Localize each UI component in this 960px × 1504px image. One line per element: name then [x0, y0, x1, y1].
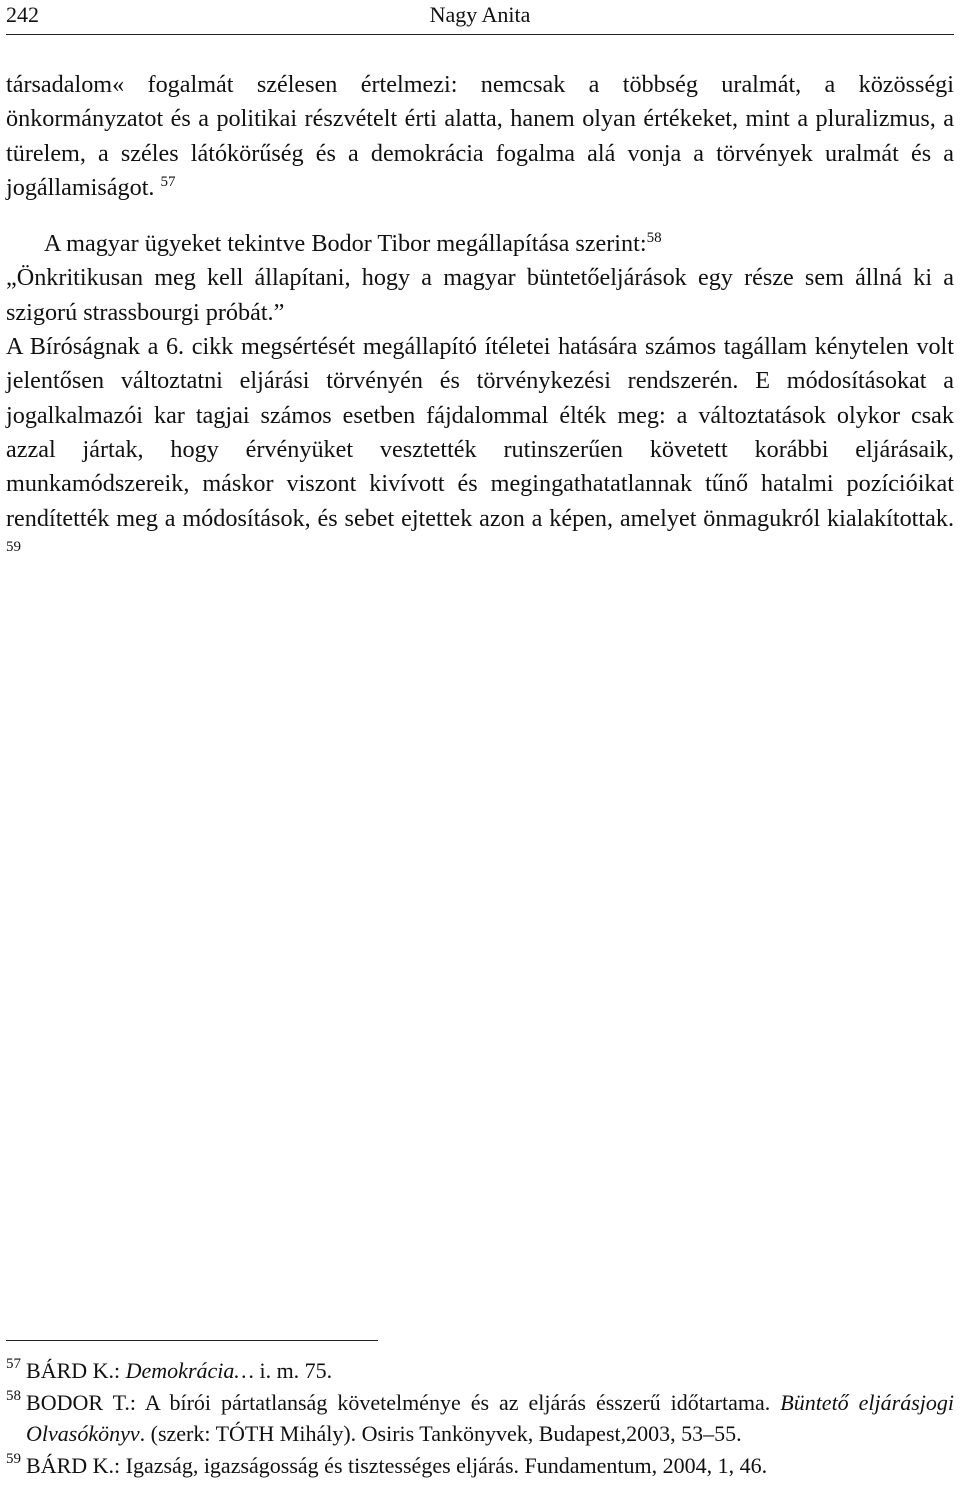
quote-2-text: A Bíróságnak a 6. cikk megsértését megállapító ítéletei hatására számos tagállam kénytelen volt jelentősen változtatni eljárási törvényén és törvénykezési rendszerén. E módosításokat a jogalkalmazói kar tagjai számos esetben fájdalommal élték meg: a változtatások olykor csak azzal jártak, hogy érvényüket vesztették rutinszerűen követett korábbi eljárásaik, munkamódszereik, máskor viszont kivívott és megingathatatlannak tűnő hatalmi pozícióikat rendítették meg a módosítások, és sebet ejtettek azon a képen, amelyet önmagukról kialakítottak. [6, 333, 954, 532]
running-title: Nagy Anita [429, 2, 531, 27]
paragraph-1 [6, 68, 954, 205]
cited-title: Büntető eljárásjogi Olvasókönyv [26, 1389, 955, 1446]
footnote-57: 57 BÁRD K.: Demokrácia… i. m. 75. [6, 1355, 954, 1387]
quote-2 [6, 330, 954, 570]
footnote-ref-59[interactable]: 59 [6, 538, 21, 555]
body-text [6, 68, 954, 570]
page-header [6, 0, 954, 34]
footnote-ref-57[interactable]: 57 [160, 173, 176, 190]
quote-1: „Önkritikusan meg kell állapítani, hogy a magyar büntetőeljárások egy része sem állná ki a szigorú strassbourgi próbát.” [6, 264, 954, 326]
header-rule [6, 34, 954, 35]
paragraph-2-text: A magyar ügyeket tekintve Bodor Tibor megállapítása szerint: [44, 230, 647, 258]
footnote-number: 59 [6, 1450, 21, 1467]
footnote-rule [6, 1340, 378, 1341]
paragraph-2 [6, 227, 954, 261]
footnote-ref-58[interactable]: 58 [646, 230, 662, 247]
footnote-58: 58 BODOR T.: A bírói pártatlanság követelménye és az eljárás ésszerű időtartama. Büntető eljárásjogi Olvasókönyv. (szerk: TÓTH Mihály). Osiris Tankönyvek, Budapest,2003, 53–55. [6, 1387, 954, 1450]
cited-title: Demokrácia… [125, 1358, 254, 1383]
footnote-number: 58 [6, 1387, 21, 1404]
page-number: 242 [6, 2, 39, 27]
footnote-59: 59 BÁRD K.: Igazság, igazságosság és tisztességes eljárás. Fundamentum, 2004, 1, 46. [6, 1450, 954, 1482]
footnote-number: 57 [6, 1356, 21, 1372]
footnotes [6, 1355, 954, 1481]
paragraph-1-text: társadalom« fogalmát szélesen értelmezi: nemcsak a többség uralmát, a közösségi önkormányzatot és a politikai részvételt érti alatta, hanem olyan értékeket, mint a pluralizmus, a türelem, a széles látókörűség és a demokrácia fogalma alá vonja a törvények uralmát és a jogállamiságot. [6, 71, 954, 201]
